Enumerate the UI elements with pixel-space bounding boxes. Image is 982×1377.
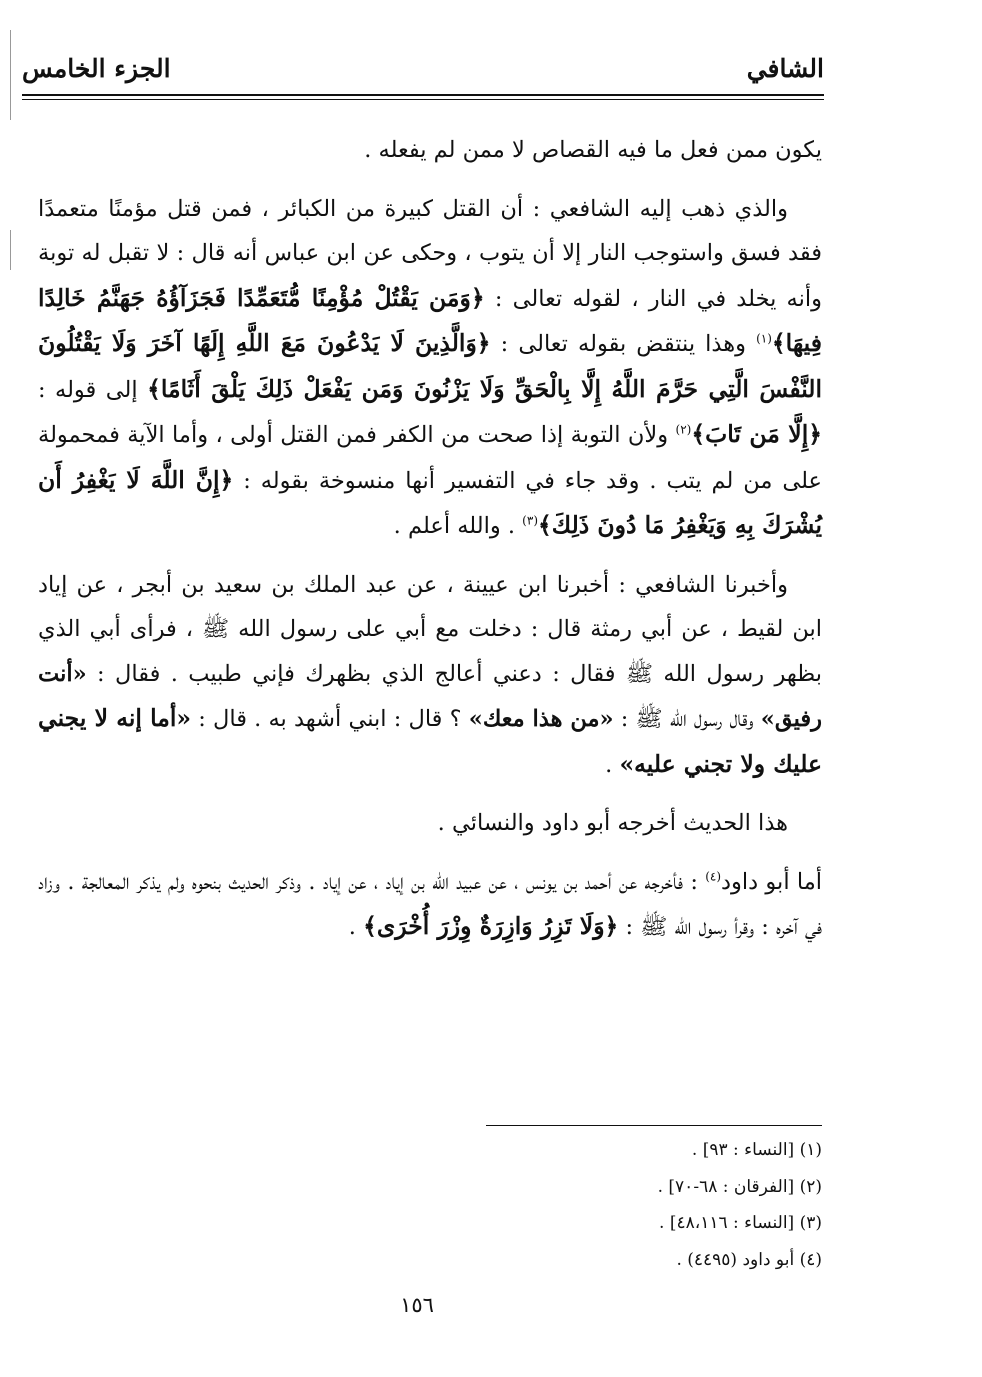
paragraph-1 [38,128,822,173]
paragraph-text: يكون ممن فعل ما فيه القصاص لا ممن لم يفعله . [364,137,822,163]
paragraph-text: وأخبرنا الشافعي : أخبرنا ابن عيينة ، عن عبد الملك بن سعيد بن أبجر ، عن إياد ابن لقيط ، عن أبي رمثة قال : دخلت مع أبي على رسول الله ﷺ ، فرأى أبي الذي بظهر رسول الله ﷺ فقال : دعني أعالج الذي بظهرك فإني طبيب . فقال : [38,571,822,687]
footnote-item: (١) [النساء : ٩٣] . [691,1140,822,1160]
hadith-quote: «من هذا معك» [468,706,614,732]
paragraph-5 [38,860,822,950]
paragraph-2 [38,187,822,549]
footnote-separator [486,1125,822,1126]
footnotes [38,1132,822,1278]
page-number: ١٥٦ [400,1293,434,1317]
hadith-quote: «أما إنه لا يجني عليك ولا تجني عليه» [38,704,822,778]
footnote-ref: (٢) [675,422,692,437]
paragraph-text: والذي ذهب إليه الشافعي : أن القتل كبيرة من الكبائر ، فمن قتل مؤمنًا متعمدًا فقد فسق واستوجب النار إلا أن يتوب ، وحكى عن ابن عباس أنه قال : لا تقبل له توبة وأنه يخلد في النار ، لقوله تعالى : [38,195,822,312]
paragraph-text: إلى قوله : [38,376,148,403]
footnote-ref: (١) [756,331,772,346]
paragraph-text: وهذا ينتقض بقوله تعالى : [490,331,757,357]
quran-verse: ﴿إِنَّ اللَّهَ لَا يَغْفِرُ أَن يُشْرَكَ بِهِ وَيَغْفِرُ مَا دُونَ ذَلِكَ﴾ [38,465,822,539]
footnote-item: (٢) [الفرقان : ٦٨-٧٠] . [657,1176,822,1197]
scan-edge-mark [10,30,11,120]
paragraph-text: ولأن التوبة إذا صحت من الكفر فمن القتل أولى ، وأما الآية فمحمولة على من لم يتب . وقد جاء في التفسير أنها منسوخة بقوله : [38,422,822,494]
footnote-ref: (٤) [705,869,722,883]
paragraph-text: ؟ قال : ابني أشهد به . قال : [191,706,469,732]
quran-verse: ﴿وَلَا تَزِرُ وَازِرَةٌ وِزْرَ أُخْرَى﴾ [363,912,619,940]
paragraph-text: هذا الحديث أخرجه أبو داود والنسائي . [437,810,788,836]
quran-verse: ﴿وَمَن يَقْتُلْ مُؤْمِنًا مُّتَعَمِّدًا فَجَزَآؤُهُ جَهَنَّمُ خَالِدًا فِيهَا﴾ [38,283,822,357]
paragraph-4 [38,801,822,846]
footnote-ref: (٣) [522,513,538,528]
paragraph-text: . [605,751,620,778]
paragraph-text: . والله أعلم . [393,513,523,539]
paragraph-text: . [348,914,364,940]
header-volume: الجزء الخامس [22,54,171,83]
scan-edge-mark [10,230,11,270]
quran-verse: ﴿وَالَّذِينَ لَا يَدْعُونَ مَعَ اللَّهِ إِلَهًا آخَرَ وَلَا يَقْتُلُونَ النَّفْسَ الَّتِي حَرَّمَ اللَّهُ إِلَّا بِالْحَقِّ وَلَا يَزْنُونَ وَمَن يَفْعَلْ ذَلِكَ يَلْقَ أَثَامًا﴾ [38,329,822,403]
header-book-title: الشافي [746,54,824,83]
running-header [22,54,824,98]
paragraph-text: وقال رسول الله ﷺ : [613,706,761,732]
paragraph-3 [38,563,822,788]
hadith-quote: «أنت رفيق» [38,660,822,732]
quran-verse: ﴿إِلَّا مَن تَابَ﴾ [691,420,822,448]
header-rule-thin [22,99,824,100]
footnote-item: (٤) أبو داود (٤٤٩٥) . [676,1249,822,1270]
footnote-item: (٣) [النساء : ٤٨،١١٦] . [659,1213,822,1233]
paragraph-text: أما أبو داود [721,868,822,895]
header-rule [22,94,824,96]
paragraph-text: : فأخرجه عن أحمد بن يونس ، عن عبيد الله بن إياد ، عن إياد . وذكر الحديث بنحوه ولم يذكر المعالجة . وزاد في آخره : وقرأ رسول الله ﷺ : [38,868,822,940]
page-body [38,128,822,964]
